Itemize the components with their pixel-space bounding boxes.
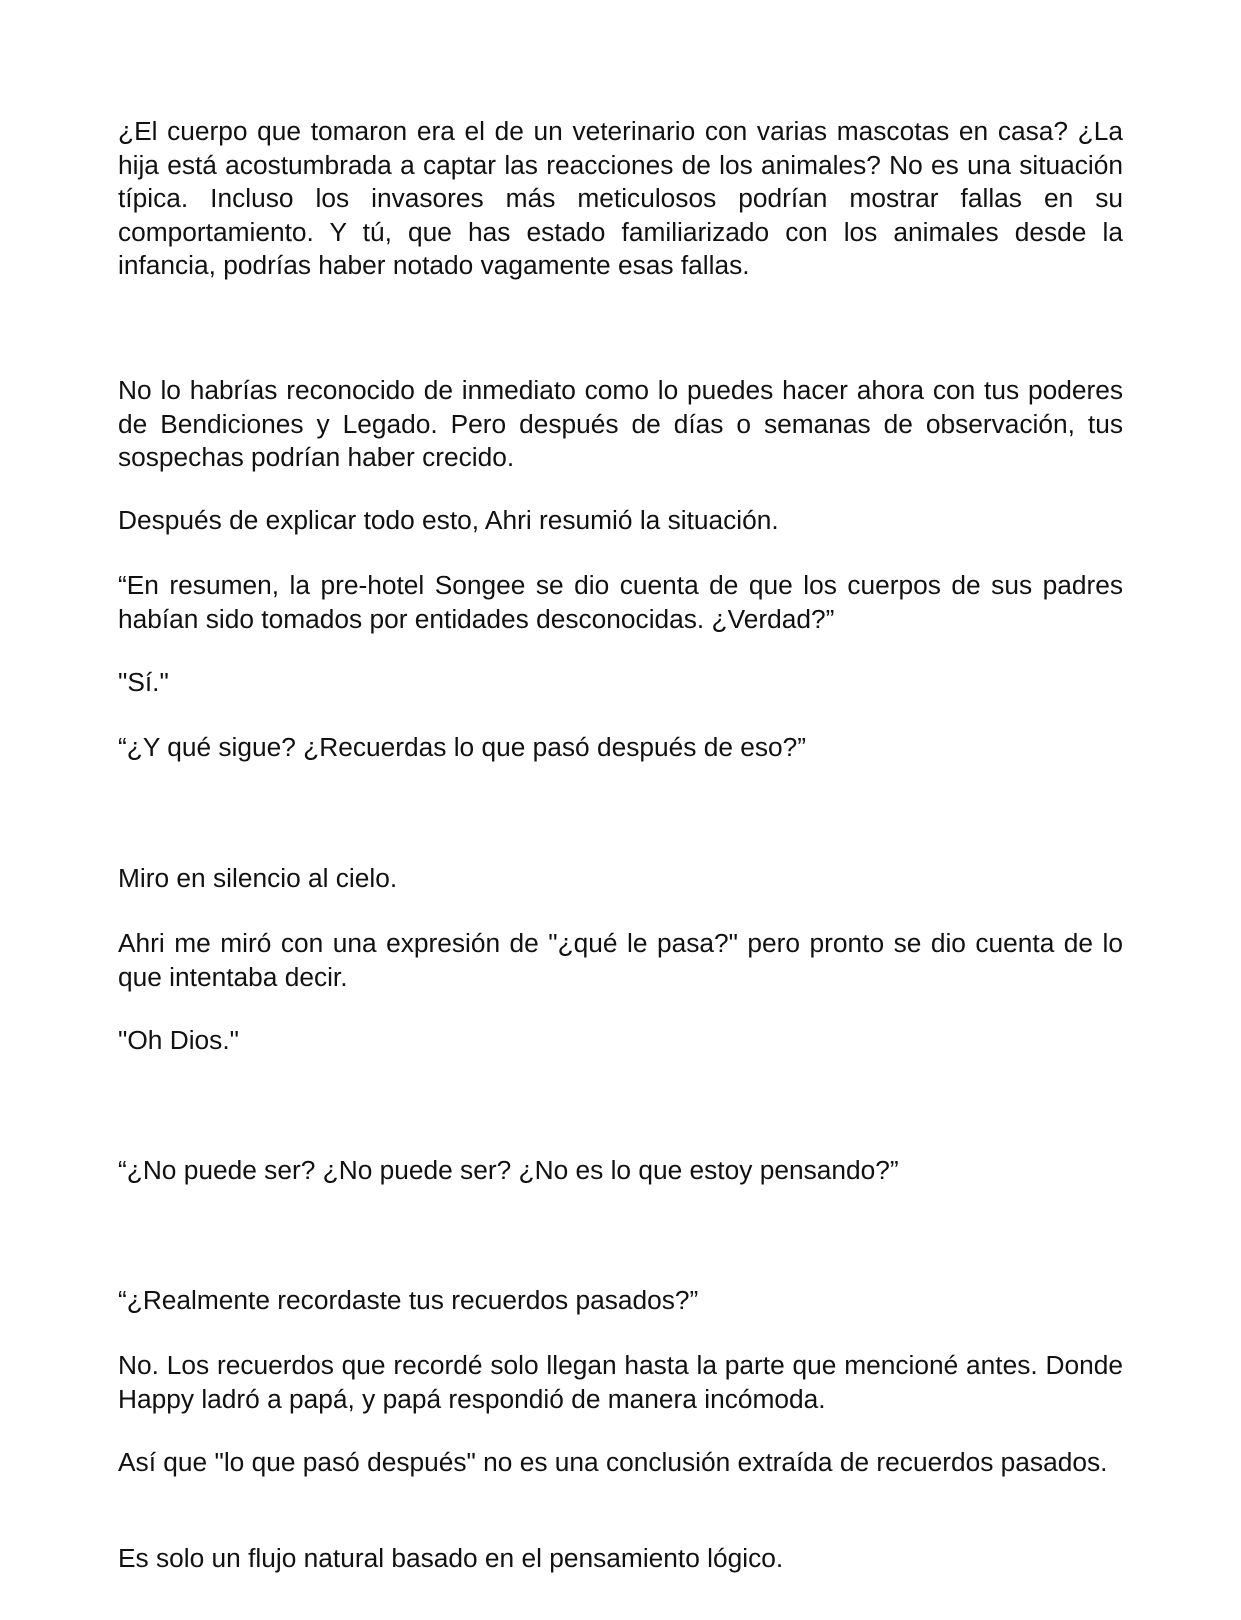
- paragraph-9: "Oh Dios.": [118, 1025, 239, 1055]
- paragraph-4: “En resumen, la pre-hotel Songee se dio cuenta de que los cuerpos de sus padres habían sido tomados por entidades desconocidas. ¿Verdad?”: [118, 570, 1123, 634]
- paragraph-10: “¿No puede ser? ¿No puede ser? ¿No es lo que estoy pensando?”: [118, 1155, 899, 1185]
- paragraph-3: Después de explicar todo esto, Ahri resumió la situación.: [118, 505, 779, 535]
- paragraph-7: Miro en silencio al cielo.: [118, 863, 398, 893]
- paragraph-2: No lo habrías reconocido de inmediato como lo puedes hacer ahora con tus poderes de Bendiciones y Legado. Pero después de días o semanas de observación, tus sospechas podrían haber crecido.: [118, 375, 1123, 472]
- paragraph-8: Ahri me miró con una expresión de "¿qué le pasa?" pero pronto se dio cuenta de lo que intentaba decir.: [118, 928, 1123, 992]
- paragraph-11: “¿Realmente recordaste tus recuerdos pasados?”: [118, 1285, 699, 1315]
- paragraph-14: Es solo un flujo natural basado en el pensamiento lógico.: [118, 1543, 784, 1573]
- paragraph-6: “¿Y qué sigue? ¿Recuerdas lo que pasó después de eso?”: [118, 732, 807, 762]
- paragraph-1: ¿El cuerpo que tomaron era el de un veterinario con varias mascotas en casa? ¿La hija está acostumbrada a captar las reacciones de los animales? No es una situación típica. Incluso los invasores más meticulosos podrían mostrar fallas en su comportamiento. Y tú, que has estado familiarizado con los animales desde la infancia, podrías haber notado vagamente esas fallas.: [118, 116, 1123, 280]
- paragraph-12: No. Los recuerdos que recordé solo llegan hasta la parte que mencioné antes. Donde Happy ladró a papá, y papá respondió de manera incómoda.: [118, 1350, 1123, 1414]
- paragraph-5: "Sí.": [118, 667, 169, 697]
- paragraph-13: Así que "lo que pasó después" no es una conclusión extraída de recuerdos pasados.: [118, 1447, 1108, 1477]
